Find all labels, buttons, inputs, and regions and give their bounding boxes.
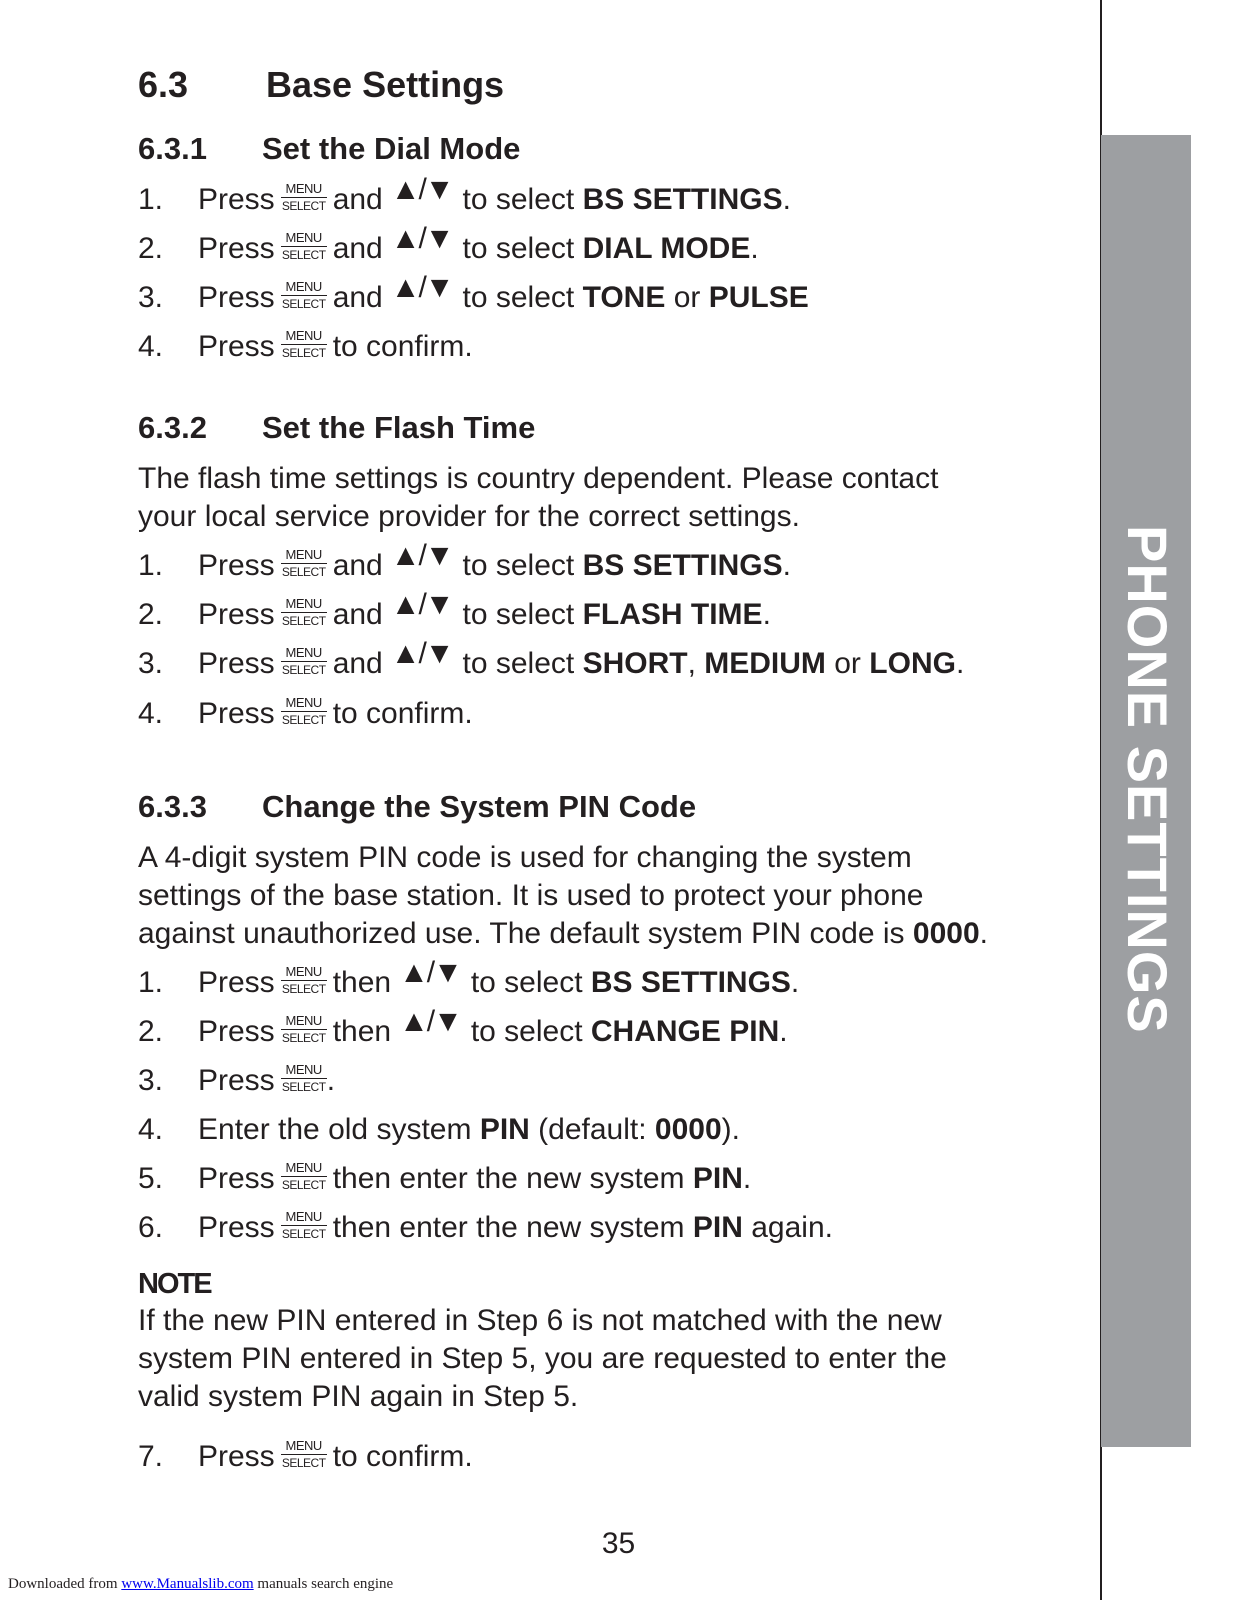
step-text: . bbox=[762, 598, 771, 631]
intro-line: your local service provider for the correct settings. bbox=[138, 500, 800, 533]
page-number: 35 bbox=[601, 1527, 636, 1560]
step-text: . bbox=[782, 183, 791, 216]
step-bold: SHORT bbox=[582, 647, 688, 680]
step-text: Press bbox=[198, 966, 275, 999]
step-text: to select bbox=[462, 598, 575, 631]
step-text: then enter the new system bbox=[332, 1211, 685, 1244]
note-title: NOTE bbox=[138, 1268, 211, 1300]
intro-text: . bbox=[979, 917, 988, 950]
up-down-arrows-icon: ▲/▼ bbox=[390, 588, 453, 621]
menu-select-key-icon bbox=[281, 1210, 327, 1241]
step-text: to select bbox=[462, 183, 575, 216]
note-line: If the new PIN entered in Step 6 is not matched with the new bbox=[138, 1304, 942, 1337]
note-line: system PIN entered in Step 5, you are requested to enter the bbox=[138, 1342, 947, 1375]
step-text: Press bbox=[198, 183, 275, 216]
menu-select-key-icon bbox=[281, 280, 327, 311]
subsection-heading-pin-code bbox=[138, 789, 696, 825]
subsection-heading-dial-mode bbox=[138, 131, 520, 167]
step-text: . bbox=[955, 647, 965, 680]
step-text: . bbox=[326, 1064, 336, 1097]
menu-select-key-icon bbox=[281, 329, 327, 360]
key-bottom: SELECT bbox=[281, 247, 326, 262]
footer-link[interactable]: www.Manualslib.com bbox=[121, 1576, 254, 1592]
key-top: MENU bbox=[281, 597, 327, 613]
step-bold: PIN bbox=[692, 1162, 743, 1195]
key-top: MENU bbox=[281, 231, 327, 247]
section-number: 6.3 bbox=[138, 64, 189, 105]
key-top: MENU bbox=[281, 1439, 327, 1455]
step-text: and bbox=[332, 281, 383, 314]
up-down-arrows-icon: ▲/▼ bbox=[390, 271, 453, 304]
step-text: Press bbox=[198, 1015, 275, 1048]
step-text: to select bbox=[462, 232, 575, 265]
step-bold: MEDIUM bbox=[704, 647, 826, 680]
step-text: Press bbox=[198, 549, 275, 582]
subsection-number: 6.3.2 bbox=[138, 410, 207, 445]
intro-line: settings of the base station. It is used to protect your phone bbox=[138, 879, 924, 912]
step-number: 5. bbox=[138, 1162, 164, 1195]
key-bottom: SELECT bbox=[281, 1079, 326, 1094]
step-bold: DIAL MODE bbox=[582, 232, 751, 265]
step-text: . bbox=[782, 549, 791, 582]
menu-select-key-icon bbox=[281, 597, 327, 628]
menu-select-key-icon bbox=[281, 1014, 327, 1045]
step-number: 1. bbox=[138, 549, 164, 582]
key-top: MENU bbox=[281, 280, 327, 296]
menu-select-key-icon bbox=[281, 965, 327, 996]
key-top: MENU bbox=[281, 329, 327, 345]
step-text: to select bbox=[470, 966, 583, 999]
step-bold: FLASH TIME bbox=[582, 598, 763, 631]
step-number: 2. bbox=[138, 232, 164, 265]
up-down-arrows-icon: ▲/▼ bbox=[390, 173, 453, 206]
step-text: to select bbox=[462, 647, 575, 680]
step-text: Press bbox=[198, 1211, 275, 1244]
intro-text: against unauthorized use. The default system PIN code is bbox=[138, 917, 905, 950]
step-text: ). bbox=[721, 1113, 740, 1146]
step-bold: 0000 bbox=[654, 1113, 722, 1146]
step-text: again. bbox=[751, 1211, 833, 1244]
step-text: Press bbox=[198, 697, 275, 730]
key-bottom: SELECT bbox=[281, 296, 326, 311]
step-text: Press bbox=[198, 1440, 275, 1473]
step-text: and bbox=[332, 183, 383, 216]
step-bold: BS SETTINGS bbox=[582, 183, 783, 216]
step-number: 2. bbox=[138, 598, 164, 631]
step-text: and bbox=[332, 598, 383, 631]
step-text: to confirm. bbox=[332, 1440, 473, 1473]
step-text: Press bbox=[198, 598, 275, 631]
up-down-arrows-icon: ▲/▼ bbox=[399, 1005, 461, 1038]
step-bold: PULSE bbox=[708, 281, 809, 314]
step-number: 3. bbox=[138, 281, 164, 314]
step-number: 4. bbox=[138, 330, 164, 363]
menu-select-key-icon bbox=[281, 646, 327, 677]
default-pin: 0000 bbox=[912, 917, 980, 950]
section-title: Base Settings bbox=[266, 64, 505, 105]
step-text: , bbox=[687, 647, 696, 680]
step-text: or bbox=[834, 647, 861, 680]
step-text: then bbox=[332, 966, 392, 999]
step-number: 4. bbox=[138, 697, 164, 730]
subsection-heading-flash-time bbox=[138, 410, 535, 446]
step-bold: TONE bbox=[582, 281, 666, 314]
step-text: then bbox=[332, 1015, 392, 1048]
step-text: and bbox=[332, 232, 383, 265]
key-top: MENU bbox=[281, 1210, 327, 1226]
side-tab-label: PHONE SETTINGS bbox=[1116, 525, 1179, 1034]
subsection-number: 6.3.1 bbox=[138, 131, 207, 166]
step-text: then enter the new system bbox=[332, 1162, 685, 1195]
step-text: to select bbox=[462, 549, 575, 582]
key-top: MENU bbox=[281, 548, 327, 564]
step-text: and bbox=[332, 647, 383, 680]
step-text: . bbox=[742, 1162, 752, 1195]
up-down-arrows-icon: ▲/▼ bbox=[390, 637, 453, 670]
step-text: Enter the old system bbox=[198, 1113, 472, 1146]
key-bottom: SELECT bbox=[281, 662, 326, 677]
step-bold: BS SETTINGS bbox=[590, 966, 791, 999]
subsection-title: Set the Dial Mode bbox=[262, 131, 521, 166]
note-line: valid system PIN again in Step 5. bbox=[138, 1380, 579, 1413]
menu-select-key-icon bbox=[281, 1063, 327, 1094]
up-down-arrows-icon: ▲/▼ bbox=[390, 539, 453, 572]
key-bottom: SELECT bbox=[281, 564, 326, 579]
menu-select-key-icon bbox=[281, 1439, 327, 1470]
step-text: to select bbox=[462, 281, 575, 314]
step-number: 7. bbox=[138, 1440, 164, 1473]
step-text: or bbox=[673, 281, 701, 314]
intro-line: The flash time settings is country dependent. Please contact bbox=[138, 462, 939, 495]
key-top: MENU bbox=[281, 182, 327, 198]
up-down-arrows-icon: ▲/▼ bbox=[399, 956, 461, 989]
key-bottom: SELECT bbox=[281, 345, 326, 360]
key-top: MENU bbox=[281, 1014, 327, 1030]
step-text: . bbox=[779, 1015, 788, 1048]
step-number: 3. bbox=[138, 647, 164, 680]
intro-line: A 4-digit system PIN code is used for changing the system bbox=[138, 841, 912, 874]
key-bottom: SELECT bbox=[281, 1226, 326, 1241]
step-text: to confirm. bbox=[332, 330, 473, 363]
step-text: to select bbox=[470, 1015, 583, 1048]
key-bottom: SELECT bbox=[281, 1177, 326, 1192]
step-text: to confirm. bbox=[332, 697, 473, 730]
step-text: (default: bbox=[538, 1113, 647, 1146]
step-number: 2. bbox=[138, 1015, 164, 1048]
step-number: 1. bbox=[138, 183, 164, 216]
section-heading bbox=[138, 64, 504, 106]
key-bottom: SELECT bbox=[281, 1030, 326, 1045]
step-text: Press bbox=[198, 281, 275, 314]
step-number: 1. bbox=[138, 966, 164, 999]
key-top: MENU bbox=[281, 965, 327, 981]
step-bold: BS SETTINGS bbox=[582, 549, 783, 582]
step-text: . bbox=[750, 232, 759, 265]
step-bold: PIN bbox=[479, 1113, 530, 1146]
step-text: and bbox=[332, 549, 383, 582]
step-number: 6. bbox=[138, 1211, 164, 1244]
key-top: MENU bbox=[281, 1161, 327, 1177]
step-text: Press bbox=[198, 232, 275, 265]
step-bold: PIN bbox=[692, 1211, 743, 1244]
step-text: Press bbox=[198, 330, 275, 363]
step-number: 4. bbox=[138, 1113, 164, 1146]
footer-suffix: manuals search engine bbox=[253, 1576, 394, 1592]
step-bold: LONG bbox=[869, 647, 956, 680]
key-bottom: SELECT bbox=[281, 981, 326, 996]
menu-select-key-icon bbox=[281, 548, 327, 579]
step-number: 3. bbox=[138, 1064, 164, 1097]
key-bottom: SELECT bbox=[281, 1455, 326, 1470]
step-bold: CHANGE PIN bbox=[590, 1015, 780, 1048]
menu-select-key-icon bbox=[281, 696, 327, 727]
step-text: Press bbox=[198, 1162, 275, 1195]
intro-line bbox=[138, 916, 988, 952]
menu-select-key-icon bbox=[281, 1161, 327, 1192]
subsection-title: Set the Flash Time bbox=[262, 410, 536, 445]
subsection-number: 6.3.3 bbox=[138, 789, 207, 824]
footer bbox=[8, 1576, 393, 1593]
key-top: MENU bbox=[281, 1063, 327, 1079]
subsection-title: Change the System PIN Code bbox=[262, 789, 697, 824]
step-text: . bbox=[790, 966, 800, 999]
menu-select-key-icon bbox=[281, 231, 327, 262]
up-down-arrows-icon: ▲/▼ bbox=[390, 222, 453, 255]
key-bottom: SELECT bbox=[281, 198, 326, 213]
footer-prefix: Downloaded from bbox=[8, 1576, 122, 1592]
menu-select-key-icon bbox=[281, 182, 327, 213]
step-text: Press bbox=[198, 1064, 275, 1097]
key-top: MENU bbox=[281, 646, 327, 662]
step-text: Press bbox=[198, 647, 275, 680]
key-bottom: SELECT bbox=[281, 613, 326, 628]
key-top: MENU bbox=[281, 696, 327, 712]
key-bottom: SELECT bbox=[281, 712, 326, 727]
